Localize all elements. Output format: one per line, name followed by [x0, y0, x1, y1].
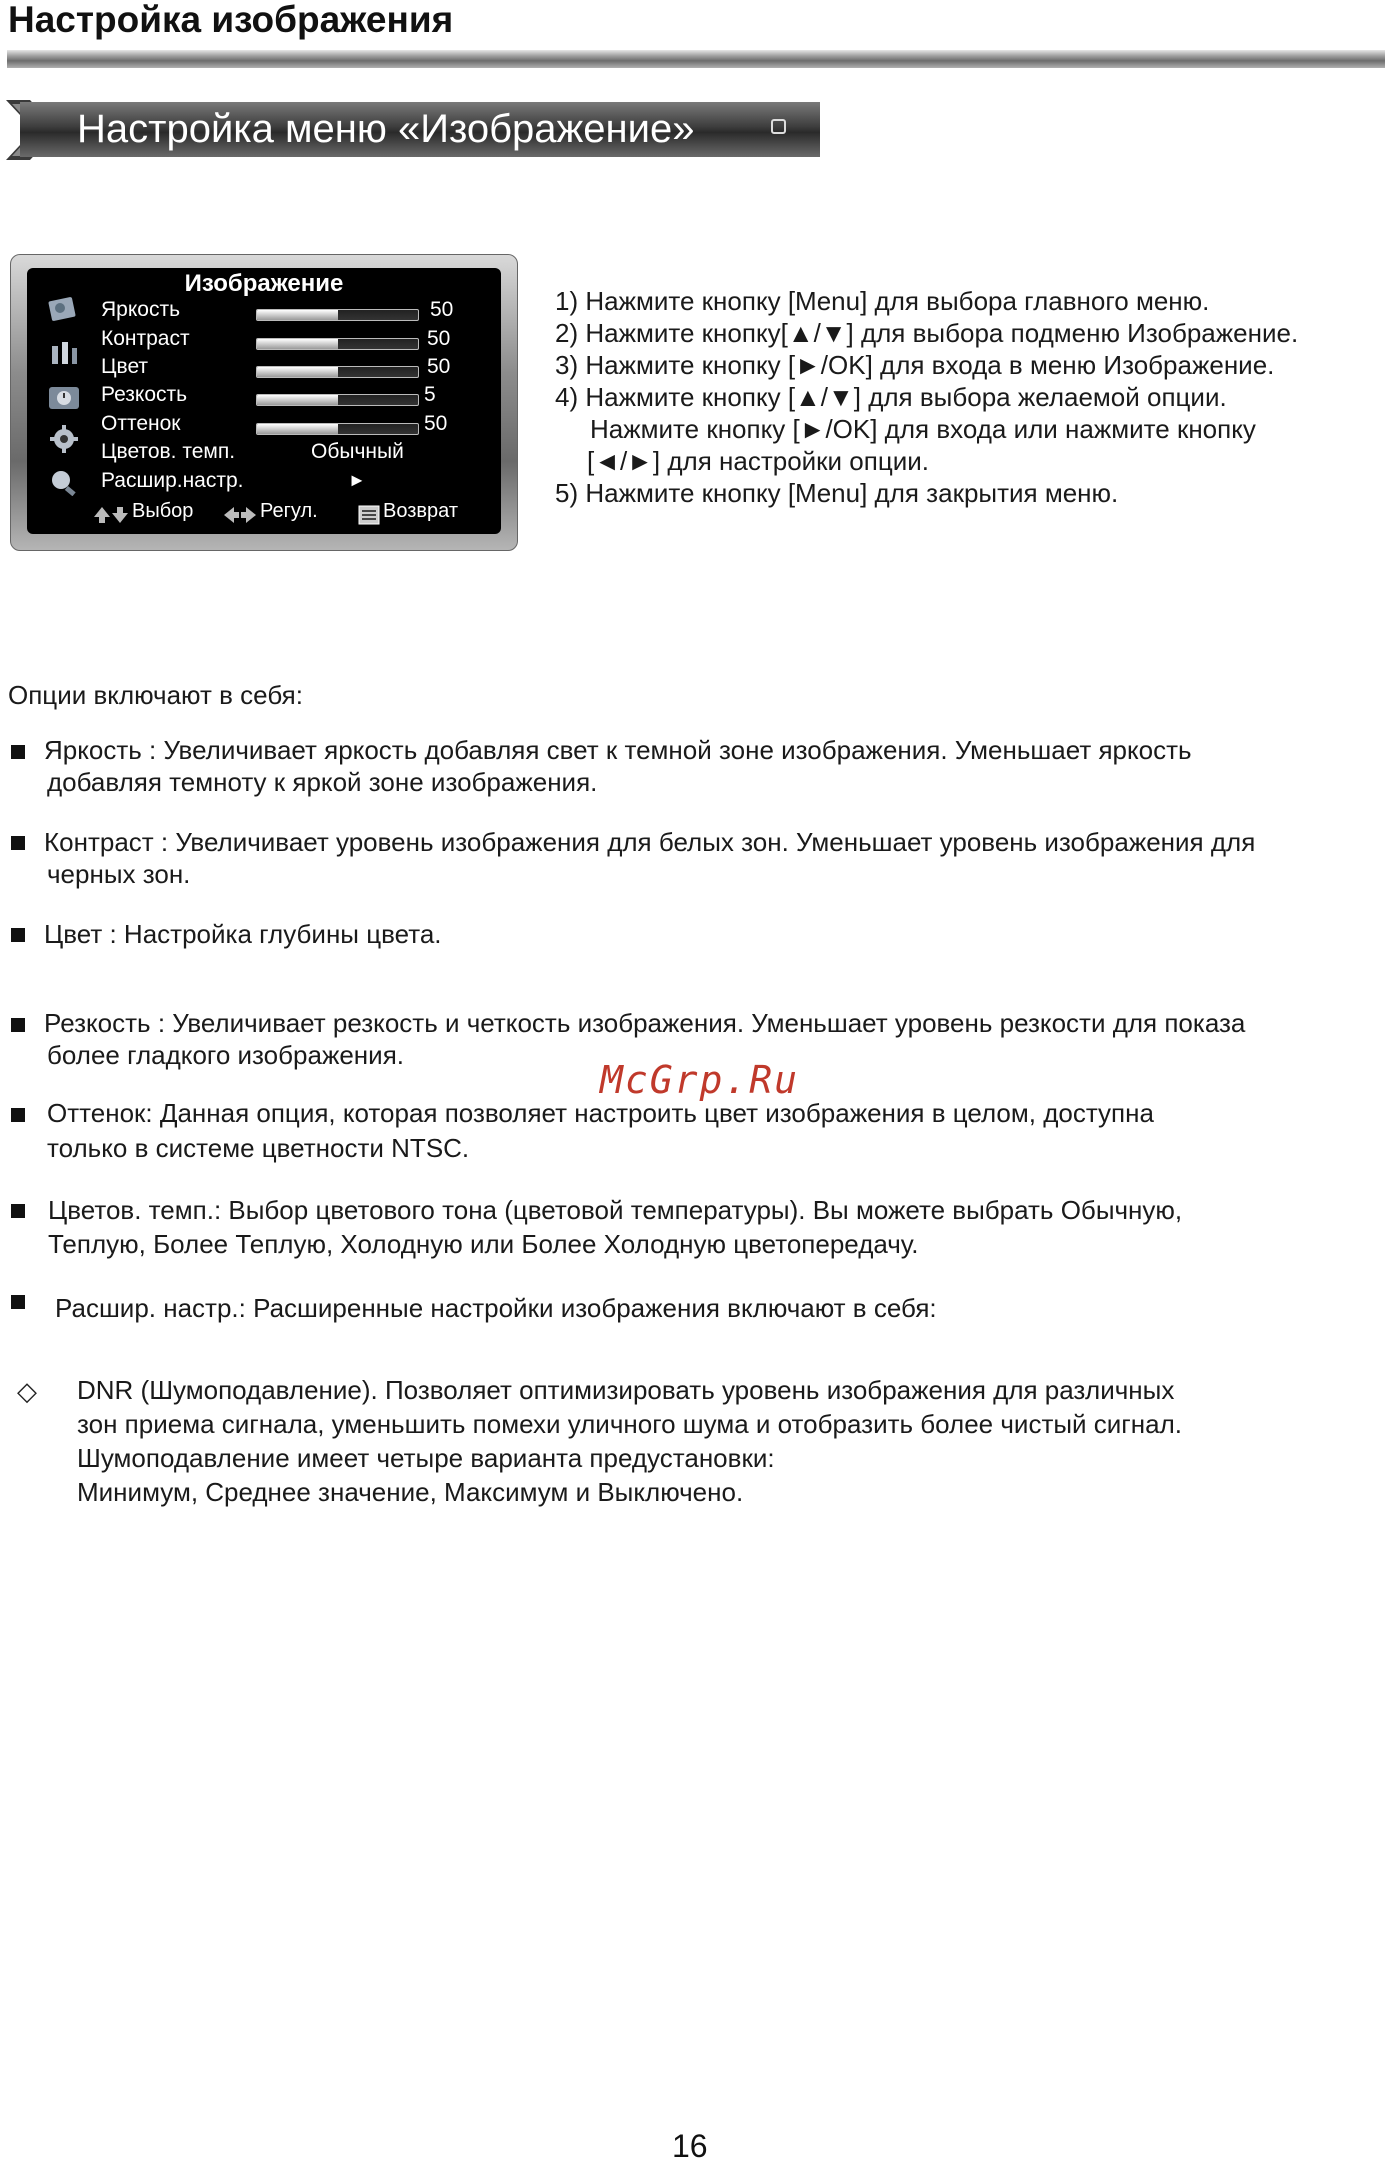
option-contrast-line2: черных зон. — [47, 859, 191, 889]
search-icon — [46, 468, 82, 496]
step-4-cont-1: Нажмите кнопку [►/OK] для входа или нажмите кнопку — [590, 414, 1256, 444]
option-sharpness-line1: Резкость : Увеличивает резкость и четкость изображения. Уменьшает уровень резкости для показа — [44, 1008, 1246, 1038]
bullet-square-icon — [11, 836, 25, 850]
color-bar[interactable] — [256, 366, 419, 378]
left-right-arrows-icon — [222, 505, 258, 525]
options-intro: Опции включают в себя: — [8, 680, 303, 710]
dnr-line-4: Минимум, Среднее значение, Максимум и Выключено. — [77, 1477, 744, 1507]
step-4-cont-2: [◄/►] для настройки опции. — [587, 446, 929, 476]
tint-value: 50 — [424, 412, 448, 435]
footer-adjust-label: Регул. — [260, 500, 318, 522]
bullet-square-icon — [11, 745, 25, 759]
page-number: 16 — [672, 2128, 708, 2164]
picture-icon — [46, 296, 82, 324]
bullet-square-icon — [11, 928, 25, 942]
page-title: Настройка изображения — [8, 0, 454, 40]
dnr-line-1: DNR (Шумоподавление). Позволяет оптимизировать уровень изображения для различных — [77, 1375, 1175, 1405]
bullet-square-icon — [11, 1204, 25, 1218]
osd-item-contrast[interactable]: Контраст — [101, 327, 190, 350]
bullet-square-icon — [11, 1295, 25, 1309]
square-icon — [771, 119, 786, 134]
option-color-line1: Цвет : Настройка глубины цвета. — [44, 919, 442, 949]
osd-item-tint[interactable]: Оттенок — [101, 412, 181, 435]
gear-icon — [46, 425, 82, 453]
sound-icon — [46, 340, 82, 368]
section-banner: Настройка меню «Изображение» — [20, 102, 820, 157]
sharpness-value: 5 — [424, 383, 436, 406]
contrast-bar[interactable] — [256, 338, 419, 350]
brightness-bar[interactable] — [256, 309, 419, 321]
brightness-value: 50 — [430, 298, 454, 321]
option-advanced-line1: Расшир. настр.: Расширенные настройки изображения включают в себя: — [55, 1293, 937, 1323]
watermark: McGrp.Ru — [600, 1058, 800, 1102]
sharpness-bar[interactable] — [256, 394, 419, 406]
tint-bar[interactable] — [256, 423, 419, 435]
bullet-square-icon — [11, 1108, 25, 1122]
osd-item-brightness[interactable]: Яркость — [101, 298, 181, 321]
osd-title: Изображение — [184, 270, 344, 297]
footer-back-label: Возврат — [383, 500, 458, 522]
diamond-icon: ◇ — [17, 1376, 37, 1406]
step-1: 1) Нажмите кнопку [Menu] для выбора главного меню. — [555, 286, 1210, 316]
option-tint-line2: только в системе цветности NTSC. — [47, 1133, 470, 1163]
play-icon: ► — [348, 470, 366, 490]
bullet-square-icon — [11, 1018, 25, 1032]
osd-item-advanced[interactable]: Расшир.настр. — [101, 469, 244, 492]
option-sharpness-line2: более гладкого изображения. — [47, 1040, 404, 1070]
option-color-temp-line1: Цветов. темп.: Выбор цветового тона (цветовой температуры). Вы можете выбрать Обычную, — [48, 1195, 1183, 1225]
title-divider — [7, 50, 1385, 68]
dnr-line-2: зон приема сигнала, уменьшить помехи уличного шума и отобразить более чистый сигнал. — [77, 1409, 1182, 1439]
footer-select-label: Выбор — [132, 500, 194, 522]
contrast-value: 50 — [427, 327, 451, 350]
option-tint-line1: Оттенок: Данная опция, которая позволяет настроить цвет изображения в целом, доступна — [47, 1098, 1154, 1128]
up-down-arrows-icon — [93, 505, 129, 525]
osd-item-color[interactable]: Цвет — [101, 355, 149, 378]
option-contrast-line1: Контраст : Увеличивает уровень изображения для белых зон. Уменьшает уровень изображения для — [44, 827, 1256, 857]
osd-item-sharpness[interactable]: Резкость — [101, 383, 188, 406]
step-3: 3) Нажмите кнопку [►/OK] для входа в меню Изображение. — [555, 350, 1275, 380]
color-value: 50 — [427, 355, 451, 378]
dnr-line-3: Шумоподавление имеет четыре варианта предустановки: — [77, 1443, 775, 1473]
step-5: 5) Нажмите кнопку [Menu] для закрытия меню. — [555, 478, 1119, 508]
option-brightness-line2: добавляя темноту к яркой зоне изображения. — [47, 767, 598, 797]
option-brightness-line1: Яркость : Увеличивает яркость добавляя свет к темной зоне изображения. Уменьшает яркость — [44, 735, 1192, 765]
step-2: 2) Нажмите кнопку[▲/▼] для выбора подменю Изображение. — [555, 318, 1299, 348]
color-temp-value: Обычный — [311, 440, 404, 463]
osd-item-color-temp[interactable]: Цветов. темп. — [101, 440, 236, 463]
option-color-temp-line2: Теплую, Более Теплую, Холодную или Более Холодную цветопередачу. — [48, 1229, 919, 1259]
menu-icon — [358, 505, 380, 525]
clock-icon — [46, 383, 82, 411]
step-4: 4) Нажмите кнопку [▲/▼] для выбора желаемой опции. — [555, 382, 1227, 412]
